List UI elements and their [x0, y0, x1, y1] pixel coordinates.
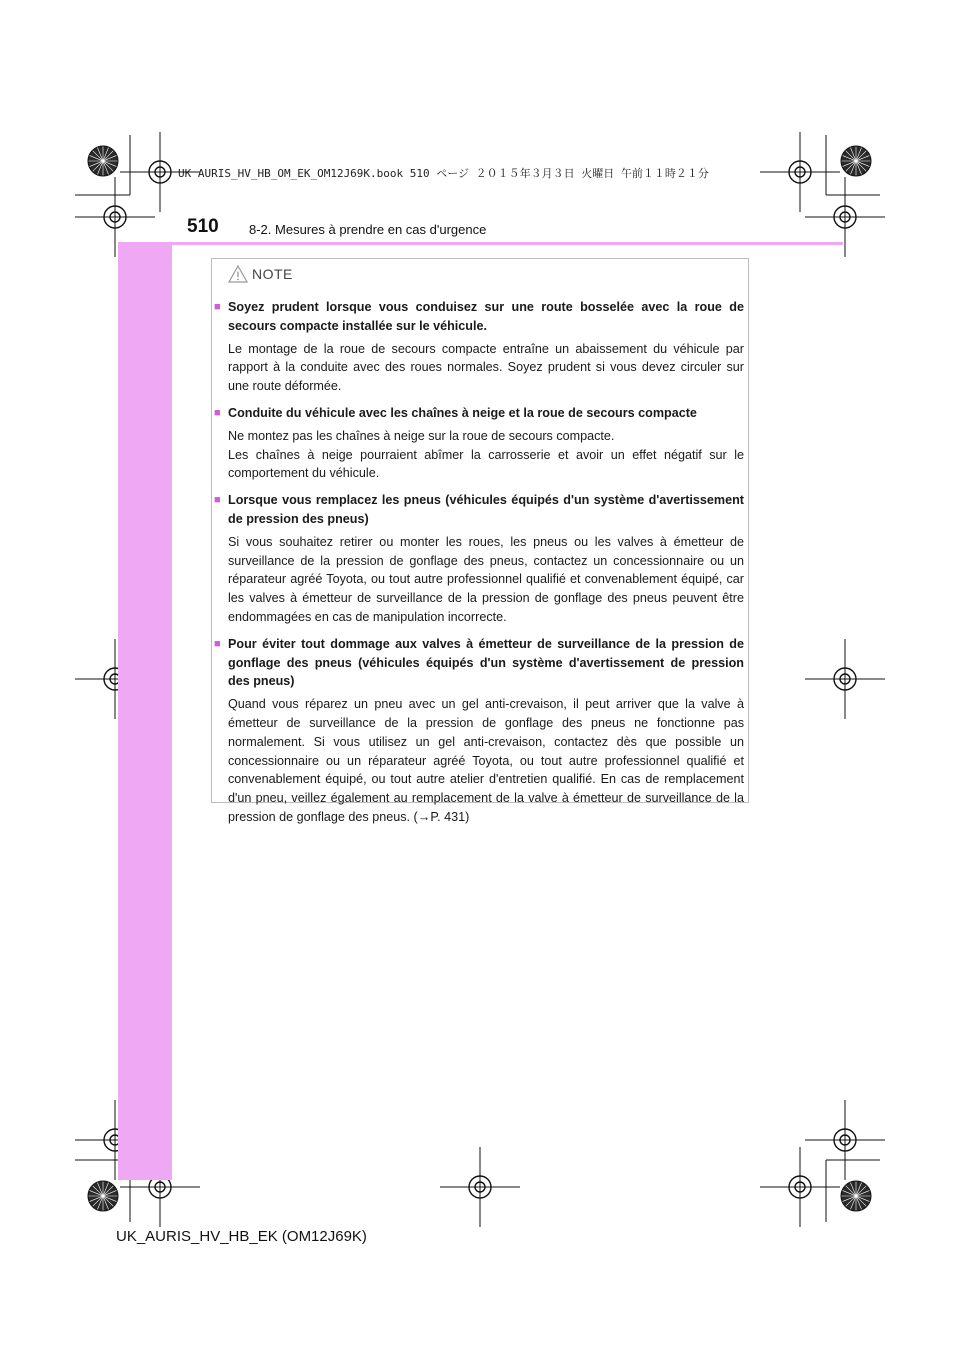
note-header: [228, 263, 293, 285]
note-label: NOTE: [252, 266, 293, 282]
note-item-title: ■ Lorsque vous remplacez les pneus (véhicules équipés d'un système d'avertissement de pression des pneus): [214, 491, 744, 529]
manual-code-footer: UK_AURIS_HV_HB_EK (OM12J69K): [116, 1228, 367, 1245]
section-title: 8-2. Mesures à prendre en cas d'urgence: [249, 222, 487, 237]
square-bullet-icon: [214, 635, 228, 691]
note-item-title: ■ Soyez prudent lorsque vous conduisez sur une route bosselée avec la roue de secours compacte installée sur le véhicule.: [214, 298, 744, 336]
note-item-body: [228, 427, 744, 483]
print-book-line: UK AURIS_HV_HB_OM_EK_OM12J69K.book 510 ページ ２０１５年３月３日 火曜日 午前１１時２１分: [178, 167, 709, 180]
note-paragraph: Les chaînes à neige pourraient abîmer la carrosserie et avoir un effet négatif sur le comportement du véhicule.: [228, 447, 744, 481]
note-item-title: ■ Conduite du véhicule avec les chaînes à neige et la roue de secours compacte: [214, 404, 744, 423]
warning-triangle-icon: [228, 265, 248, 283]
square-bullet-icon: [214, 491, 228, 529]
note-item: [214, 635, 744, 827]
note-item: [214, 404, 744, 483]
page-number: 510: [187, 216, 219, 237]
square-bullet-icon: [214, 404, 228, 423]
note-item-title: ■ Pour éviter tout dommage aux valves à émetteur de surveillance de la pression de gonflage des pneus (véhicules équipés d'un système d'avertissement de pression des pneus): [214, 635, 744, 691]
note-paragraph: Si vous souhaitez retirer ou monter les roues, les pneus ou les valves à émetteur de surveillance de la pression de gonflage des pneus, contactez un concessionnaire ou un réparateur agréé Toyota, ou tout autre professionnel qualifié et convenablement équipé, car les valves à émetteur de surveillance de la pression de gonflage des pneus peuvent être endommagées en cas de manipulation incorrecte.: [228, 534, 744, 624]
note-content: [214, 298, 744, 835]
note-item: [214, 491, 744, 627]
note-paragraph: Quand vous réparez un pneu avec un gel anti-crevaison, il peut arriver que la valve à émetteur de surveillance de la pression de gonflage des pneus ne fonctionne pas normalement. Si vous utilisez un gel anti-crevaison, contactez dès que possible un concessionnaire ou un réparateur agréé Toyota, ou tout autre professionnel qualifié et convenablement équipé, ou tout autre atelier d'entretien qualifié. En cas de remplacement d'un pneu, veillez également au remplacement de la valve à émetteur de surveillance de la pression de gonflage des pneus. (→P. 431): [228, 697, 744, 824]
note-paragraph: Ne montez pas les chaînes à neige sur la roue de secours compacte.: [228, 428, 615, 443]
note-item-body: [228, 695, 744, 827]
note-paragraph: Le montage de la roue de secours compacte entraîne un abaissement du véhicule par rapport à la conduite avec des roues normales. Soyez prudent si vous devez circuler sur une route déformée.: [228, 341, 744, 394]
chapter-color-band: [118, 244, 172, 1180]
note-item-body: [228, 340, 744, 396]
header-rule: [118, 242, 843, 245]
note-item-body: [228, 533, 744, 627]
square-bullet-icon: [214, 298, 228, 336]
note-item: [214, 298, 744, 396]
